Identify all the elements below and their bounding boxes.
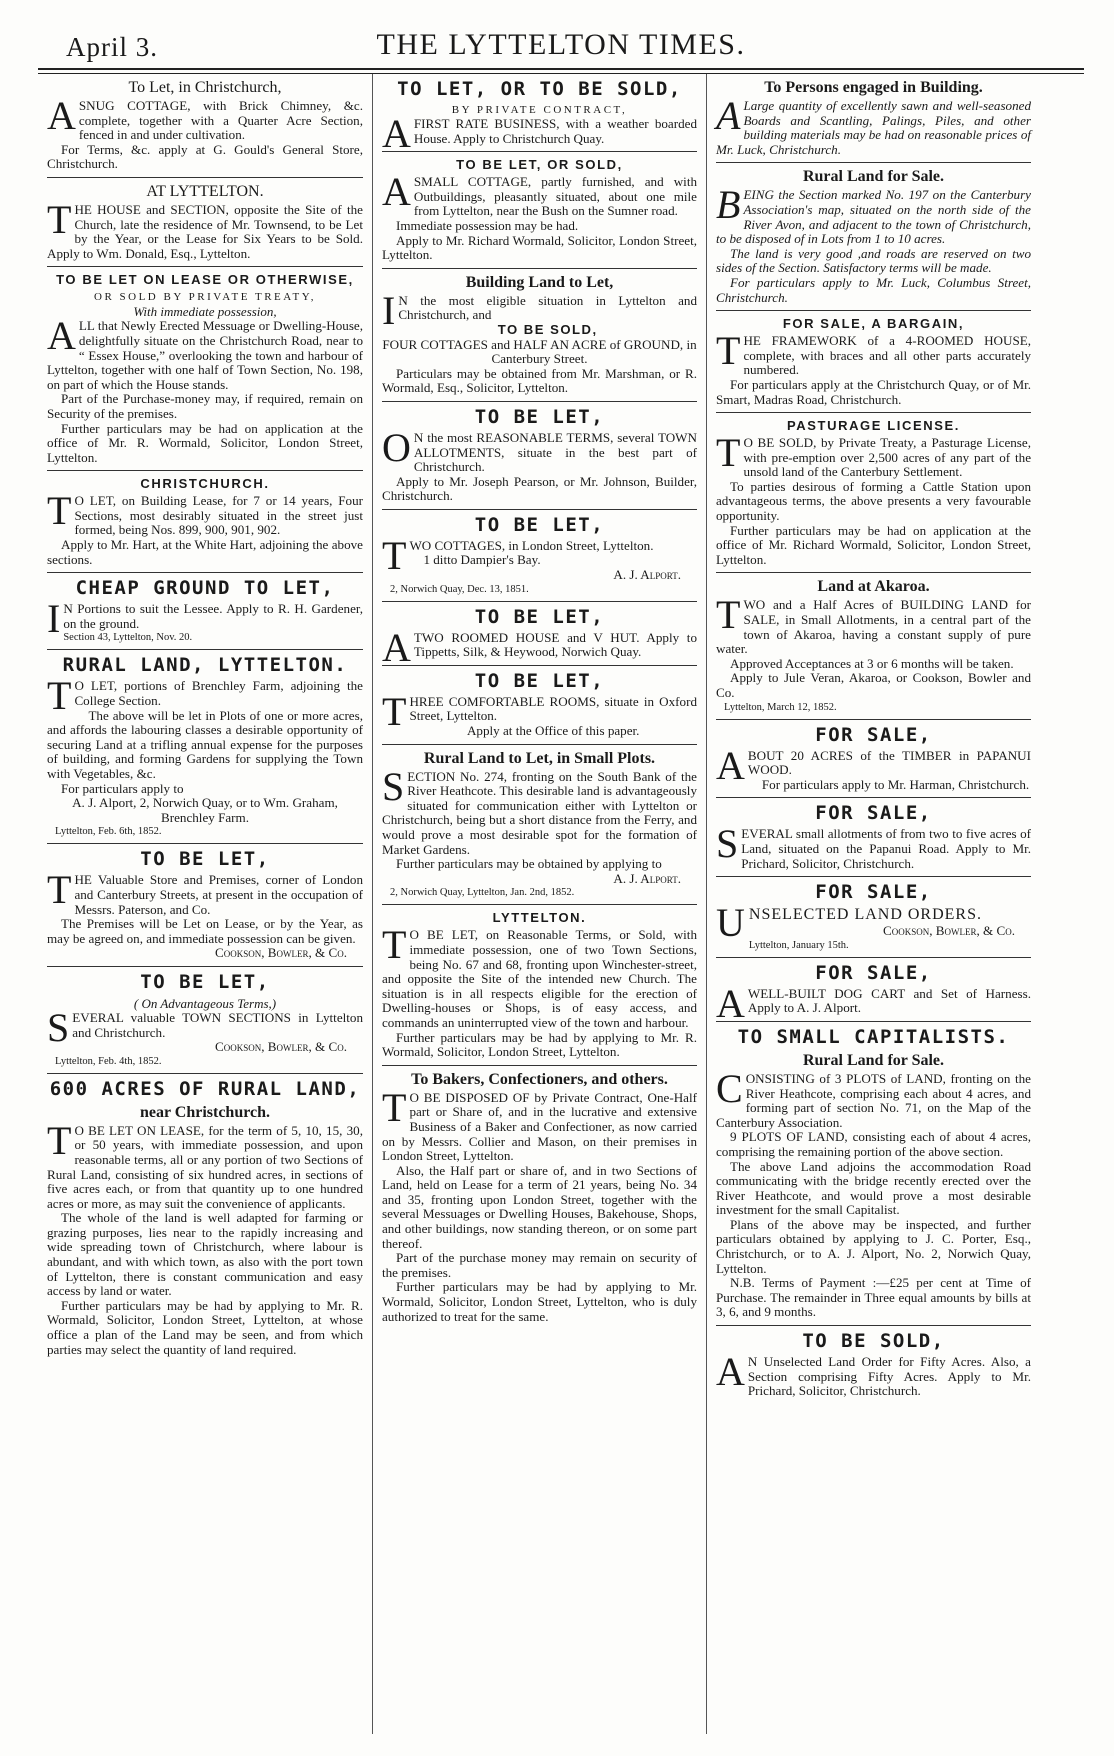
ad-signature: A. J. Alport. — [613, 567, 681, 583]
advertisement — [47, 1074, 363, 1363]
ad-heading: To Let, in Christchurch, — [128, 79, 282, 96]
ad-paragraph: CONSISTING of 3 PLOTS of LAND, fronting on the River Heathcote, comprising each about 4 acres, and forming part of section No. 71, on the Map of the Canterbury Association. — [716, 1065, 1031, 1130]
ad-paragraph: SEVERAL small allotments of from two to five acres of Land, situated on the Papanui Road. Apply to Mr. Prichard, Solicitor, Christchurch. — [716, 821, 1031, 871]
ad-paragraph: Further particulars may be had by applying to Mr. R. Wormald, Solicitor, London Street, Lyttelton, at whose office a plan of the Land may be seen, and from which parties may select the quantity of land required. — [47, 1297, 363, 1357]
ad-subheading: With immediate possession, — [133, 304, 277, 320]
ad-paragraph: IN the most eligible situation in Lyttelton and Christchurch, and — [382, 287, 697, 333]
advertisement — [716, 74, 1031, 163]
ad-heading: Building Land to Let, — [465, 273, 614, 291]
advertisement — [716, 798, 1031, 877]
advertisement — [382, 74, 697, 156]
columns — [38, 74, 1084, 1734]
ad-paragraph: The land is very good ,and roads are reserved on two sides of the Section. Satisfactory terms will be made. — [716, 245, 1031, 276]
advertisement — [47, 844, 363, 967]
ad-paragraph: A. J. Alport, 2, Norwich Quay, or to Wm. Graham, Brenchley Farm. — [72, 795, 338, 825]
ad-paragraph: The Premises will be Let on Lease, or by the Year, as may be agreed on, and immediate possession can be given. — [47, 916, 363, 946]
ad-paragraph: Plans of the above may be inspected, and further particulars obtained by applying to J. C. Porter, Esq., Christchurch, or to A. J. Alport, No. 2, Norwich Quay, Lyttelton. — [716, 1216, 1031, 1276]
ad-heading: RURAL LAND, LYTTELTON. — [62, 654, 348, 677]
ad-heading: Land at Akaroa. — [817, 578, 930, 596]
advertisement — [382, 269, 697, 402]
ad-paragraph: To parties desirous of forming a Cattle Station upon advantageous terms, the above presents a very favourable opportunity. — [716, 478, 1031, 524]
advertisement — [47, 471, 363, 573]
advertisement — [47, 74, 363, 178]
ad-paragraph: For particulars apply at the Christchurch Quay, or of Mr. Smart, Madras Road, Christchurch. — [716, 376, 1031, 407]
ad-subheading: ( On Advantageous Terms,) — [133, 995, 277, 1011]
ad-paragraph: IN Portions to suit the Lessee. Apply to R. H. Gardener, on the ground. — [47, 596, 363, 642]
ad-heading: FOR SALE, — [815, 881, 932, 904]
advertisement — [382, 1066, 697, 1330]
ad-paragraph: THREE COMFORTABLE ROOMS, situate in Oxford Street, Lyttelton. — [382, 688, 697, 734]
ad-dateline: Section 43, Lyttelton, Nov. 20. — [63, 632, 193, 644]
advertisement — [716, 720, 1031, 799]
ad-heading: TO SMALL CAPITALISTS. — [737, 1025, 1010, 1048]
ad-paragraph: TO BE SOLD, by Private Treaty, a Pasturage License, with pre-emption over 2,500 acres of any part of the unsold land of the Canterbury Settlement. — [716, 430, 1031, 480]
advertisement — [716, 877, 1031, 958]
ad-paragraph: ALL that Newly Erected Messuage or Dwelling-House, delightfully situate on the Christchurch Road, near to “ Essex House,” overlooking the town and harbour of Lyttelton, together with one half of Town Section, No. 198, on part of which the House stands. — [47, 313, 363, 392]
ad-heading: FOR SALE, A BARGAIN, — [782, 316, 965, 332]
advertisement — [47, 650, 363, 844]
advertisement — [382, 152, 697, 269]
ad-subheading: near Christchurch. — [139, 1103, 271, 1121]
ad-heading: TO LET, OR TO BE SOLD, — [397, 78, 682, 100]
ad-paragraph: ABOUT 20 ACRES of the TIMBER in PAPANUI WOOD. — [716, 742, 1031, 788]
ad-paragraph: Immediate possession may be had. — [396, 217, 579, 233]
ad-paragraph: For particulars apply to — [61, 780, 184, 796]
ad-paragraph: Part of the purchase money may remain on security of the premises. — [382, 1250, 697, 1280]
ad-paragraph: Apply to Mr. Joseph Pearson, or Mr. Johnson, Builder, Christchurch. — [382, 473, 697, 504]
ad-heading: CHEAP GROUND TO LET, — [75, 577, 335, 600]
advertisement — [382, 402, 697, 510]
ad-heading: FOR SALE, — [815, 723, 932, 746]
advertisement — [47, 178, 363, 267]
ad-subheading: OR SOLD BY PRIVATE TREATY, — [94, 291, 316, 304]
ad-paragraph: For particulars apply to Mr. Luck, Columbus Street, Christchurch. — [716, 274, 1031, 305]
issue-date: April 3. — [66, 32, 158, 62]
ad-heading: TO BE LET, — [474, 605, 605, 628]
column-1 — [38, 74, 372, 1734]
ad-paragraph: TO BE LET, on Reasonable Terms, or Sold, with immediate possession, one of two Town Sections, being No. 67 and 68, fronting upon Winchester-street, and opposite the Site of the intended new Church. The situation is in all respects eligible for the erection of Dwelling-houses or Shops, is of easy access, and commands an uninterrupted view of the town and harbour. — [382, 922, 697, 1030]
ad-paragraph: ON the most REASONABLE TERMS, several TOWN ALLOTMENTS, situate in the best part of Christchurch. — [382, 424, 697, 475]
advertisement — [47, 267, 363, 471]
ad-paragraph: TO BE SOLD, — [497, 321, 598, 337]
ad-paragraph: For Terms, &c. apply at G. Gould's General Store, Christchurch. — [47, 141, 363, 172]
advertisement — [382, 510, 697, 602]
ad-dateline: 2, Norwich Quay, Dec. 13, 1851. — [390, 583, 529, 595]
ad-paragraph: The above Land adjoins the accommodation Road communicating with the bridge recently erected over the River Heathcote, and would prove a most desirable investment for the small Capitalist. — [716, 1158, 1031, 1218]
advertisement — [716, 311, 1031, 413]
ad-paragraph: Further particulars may be obtained by applying to — [396, 856, 662, 872]
ad-heading: CHRISTCHURCH. — [140, 476, 270, 492]
ad-heading: Rural Land to Let, in Small Plots. — [423, 749, 656, 767]
masthead — [38, 28, 1084, 62]
ad-paragraph: TWO and a Half Acres of BUILDING LAND for SALE, in Small Allotments, in a central part of the town of Akaroa, having a constant supply of pure water. — [716, 592, 1031, 657]
ad-heading: TO BE LET, — [140, 970, 270, 993]
ad-heading: FOR SALE, — [815, 802, 932, 825]
ad-paragraph: Particulars may be obtained from Mr. Marshman, or R. Wormald, Esq., Solicitor, Lyttelton. — [382, 365, 697, 396]
ad-paragraph: N.B. Terms of Payment :—£25 per cent at Time of Purchase. The remainder in Three equal amounts by bills at 3, 6, and 9 months. — [716, 1275, 1031, 1320]
ad-dateline: Lyttelton, Feb. 4th, 1852. — [55, 1055, 162, 1067]
ad-paragraph: 1 ditto Dampier's Bay. — [423, 552, 541, 568]
ad-paragraph: FOUR COTTAGES and HALF AN ACRE of GROUND, in Canterbury Street. — [382, 336, 697, 367]
ad-heading: To Bakers, Confectioners, and others. — [411, 1070, 668, 1088]
ad-paragraph: TWO COTTAGES, in London Street, Lyttelton. — [382, 532, 654, 578]
advertisement — [716, 1326, 1031, 1404]
ad-heading: PASTURAGE LICENSE. — [786, 418, 961, 434]
ad-heading: TO BE LET ON LEASE OR OTHERWISE, — [56, 272, 354, 288]
advertisement — [716, 1022, 1031, 1326]
ad-paragraph: ALarge quantity of excellently sawn and well-seasoned Boards and Scantling, Palings, Piles, and other building materials may be had on reasonable prices of Mr. Luck, Christchurch. — [716, 93, 1031, 157]
ad-paragraph: SECTION No. 274, fronting on the South Bank of the River Heathcote. This desirable land is advantageously situated for communication either with Lyttelton or Christchurch, being but a short distance from the Ferry, and would prove a most desirable spot for the formation of Market Gardens. — [382, 763, 697, 857]
ad-paragraph: TO BE LET ON LEASE, for the term of 5, 10, 15, 30, or 50 years, with immediate possession, and upon reasonable terms, all or any portion of two Sections of Rural Land, consisting of six hundred acres, in sections of five acres each, or from that quantity up to one hundred acres or more, as may suit the convenience of applicants. — [47, 1117, 363, 1211]
ad-heading: LYTTELTON. — [492, 910, 587, 926]
ad-paragraph: 9 PLOTS OF LAND, consisting each of about 4 acres, comprising the remaining portion of the above section. — [716, 1129, 1031, 1159]
ad-heading: TO BE LET, — [474, 669, 605, 692]
advertisement — [382, 666, 697, 745]
ad-heading: Rural Land for Sale. — [802, 168, 945, 186]
ad-paragraph: Apply at the Office of this paper. — [466, 723, 640, 739]
ad-heading: TO BE LET, OR SOLD, — [456, 157, 623, 173]
ad-paragraph: Apply to Jule Veran, Akaroa, or Cookson, Bowler and Co. — [716, 670, 1031, 700]
ad-paragraph: THE HOUSE and SECTION, opposite the Site of the Church, late the residence of Mr. Townsend, to be Let by the Year, or the Lease for Six Years to be Sold. Apply to Wm. Donald, Esq., Lyttelton. — [47, 196, 363, 261]
ad-paragraph: AWELL-BUILT DOG CART and Set of Harness. Apply to A. J. Alport. — [716, 980, 1031, 1026]
ad-heading: To Persons engaged in Building. — [764, 79, 983, 96]
ad-paragraph: Also, the Half part or share of, and in two Sections of Land, held on Lease for a term of 21 years, being No. 34 and 35, fronting upon London Street, together with the several Messuages or Dwelling Houses, Bakehouse, Shops, and other buildings, now standing thereon, or on some part thereof. — [382, 1162, 697, 1251]
ad-paragraph: AN Unselected Land Order for Fifty Acres. Also, a Section comprising Fifty Acres. Apply to Mr. Prichard, Solicitor, Christchurch. — [716, 1349, 1031, 1399]
ad-paragraph: Further particulars may be had on application at the office of Mr. Richard Wormald, Solicitor, London Street, Lyttelton. — [716, 522, 1031, 567]
advertisement — [382, 602, 697, 670]
ad-paragraph: TO LET, on Building Lease, for 7 or 14 years, Four Sections, most desirably situated in the street just formed, being Nos. 899, 900, 901, 902. — [47, 488, 363, 538]
ad-paragraph: BEING the Section marked No. 197 on the Canterbury Association's map, situated on the north side of the River Avon, and adjacent to the town of Christchurch, to be disposed of in Lots from 1 to 10 acres. — [716, 182, 1031, 247]
ad-heading: TO BE LET, — [140, 848, 270, 871]
advertisement — [716, 573, 1031, 719]
ad-paragraph: UNSELECTED LAND ORDERS. — [716, 900, 982, 946]
ad-paragraph: The above will be let in Plots of one or more acres, and affords the labouring classes a desirable opportunity of securing Land at a trifling annual expense for the purposes of building, and forming Gardens for supplying the Town with Vegetables, &c. — [47, 707, 363, 781]
ad-paragraph: ATWO ROOMED HOUSE and V HUT. Apply to Tippetts, Silk, & Heywood, Norwich Quay. — [382, 624, 697, 670]
ad-paragraph: Further particulars may be had by applying to Mr. R. Wormald, Solicitor, London Street, Lyttelton. — [382, 1029, 697, 1060]
newspaper-title: THE LYTTELTON TIMES. — [376, 28, 746, 61]
advertisement — [716, 163, 1031, 311]
ad-paragraph: THE FRAMEWORK of a 4-ROOMED HOUSE, complete, with braces and all other parts accurately numbered. — [716, 328, 1031, 378]
ad-paragraph: Approved Acceptances at 3 or 6 months will be taken. — [730, 655, 1014, 671]
ad-paragraph: Apply to Mr. Richard Wormald, Solicitor, London Street, Lyttelton. — [382, 232, 697, 263]
ad-heading: TO BE LET, — [474, 513, 605, 536]
ad-paragraph: SEVERAL valuable TOWN SECTIONS in Lyttelton and Christchurch. — [47, 1004, 363, 1050]
ad-heading: AT LYTTELTON. — [146, 182, 264, 200]
advertisement — [47, 573, 363, 650]
ad-paragraph: Apply to Mr. Hart, at the White Hart, adjoining the above sections. — [47, 537, 363, 567]
advertisement — [716, 958, 1031, 1026]
ad-heading: FOR SALE, — [815, 961, 932, 984]
ad-paragraph: TO BE DISPOSED OF by Private Contract, One-Half part or Share of, and in the lucrative and extensive Business of a Baker and Confectioner, as now carried on by Messrs. Collier and Mason, on their premises in London Street, Lyttelton. — [382, 1084, 697, 1164]
column-2 — [372, 74, 706, 1734]
ad-paragraph: TO LET, portions of Brenchley Farm, adjoining the College Section. — [47, 673, 363, 719]
ad-paragraph: Part of the Purchase-money may, if required, remain on Security of the premises. — [47, 391, 363, 421]
ad-signature: Cookson, Bowler, & Co. — [214, 1039, 347, 1055]
advertisement — [382, 745, 697, 906]
ad-dateline: Lyttelton, January 15th. — [748, 939, 849, 951]
ad-paragraph: ASNUG COTTAGE, with Brick Chimney, &c. complete, together with a Quarter Acre Section, fenced in and under cultivation. — [47, 93, 363, 143]
ad-dateline: Lyttelton, Feb. 6th, 1852. — [55, 826, 162, 838]
ad-dateline: Lyttelton, March 12, 1852. — [724, 701, 837, 713]
column-3 — [706, 74, 1040, 1734]
ad-dateline: 2, Norwich Quay, Lyttelton, Jan. 2nd, 1852. — [390, 887, 575, 899]
ad-heading: TO BE SOLD, — [802, 1330, 945, 1353]
ad-heading: TO BE LET, — [474, 405, 605, 428]
advertisement — [382, 905, 697, 1065]
ad-paragraph: THE Valuable Store and Premises, corner of London and Canterbury Streets, at present in the occupation of Messrs. Paterson, and Co. — [47, 867, 363, 917]
ad-paragraph: Further particulars may be had by applying to Mr. Wormald, Solicitor, London Street, Lyttelton, who is duly authorized to treat for the same. — [382, 1279, 697, 1324]
ad-paragraph: The whole of the land is well adapted for farming or grazing purposes, lies near to the rapidly increasing and wide spreading town of Christchurch, where labour is abundant, and with which town, as also with the port town of Lyttelton, there is constant communication and easy access by land or water. — [47, 1210, 363, 1299]
advertisement — [716, 413, 1031, 573]
ad-paragraph: For particulars apply to Mr. Harman, Christchurch. — [761, 776, 1030, 792]
ad-paragraph: ASMALL COTTAGE, partly furnished, and with Outbuildings, pleasantly situated, about one mile from Lyttelton, near the Bush on the Sumner road. — [382, 169, 697, 219]
ad-heading: 600 ACRES OF RURAL LAND, — [49, 1077, 361, 1100]
ad-signature: A. J. Alport. — [613, 870, 681, 886]
advertisement — [47, 967, 363, 1074]
ad-paragraph: Further particulars may be had on application at the office of Mr. R. Wormald, Solicitor, London Street, Lyttelton. — [47, 420, 363, 465]
ad-signature: Cookson, Bowler, & Co. — [214, 945, 347, 961]
ad-paragraph: AFIRST RATE BUSINESS, with a weather boarded House. Apply to Christchurch Quay. — [382, 111, 697, 156]
ad-subheading: BY PRIVATE CONTRACT, — [451, 104, 628, 116]
ad-signature: Cookson, Bowler, & Co. — [882, 923, 1015, 939]
ad-subheading: Rural Land for Sale. — [802, 1051, 945, 1069]
